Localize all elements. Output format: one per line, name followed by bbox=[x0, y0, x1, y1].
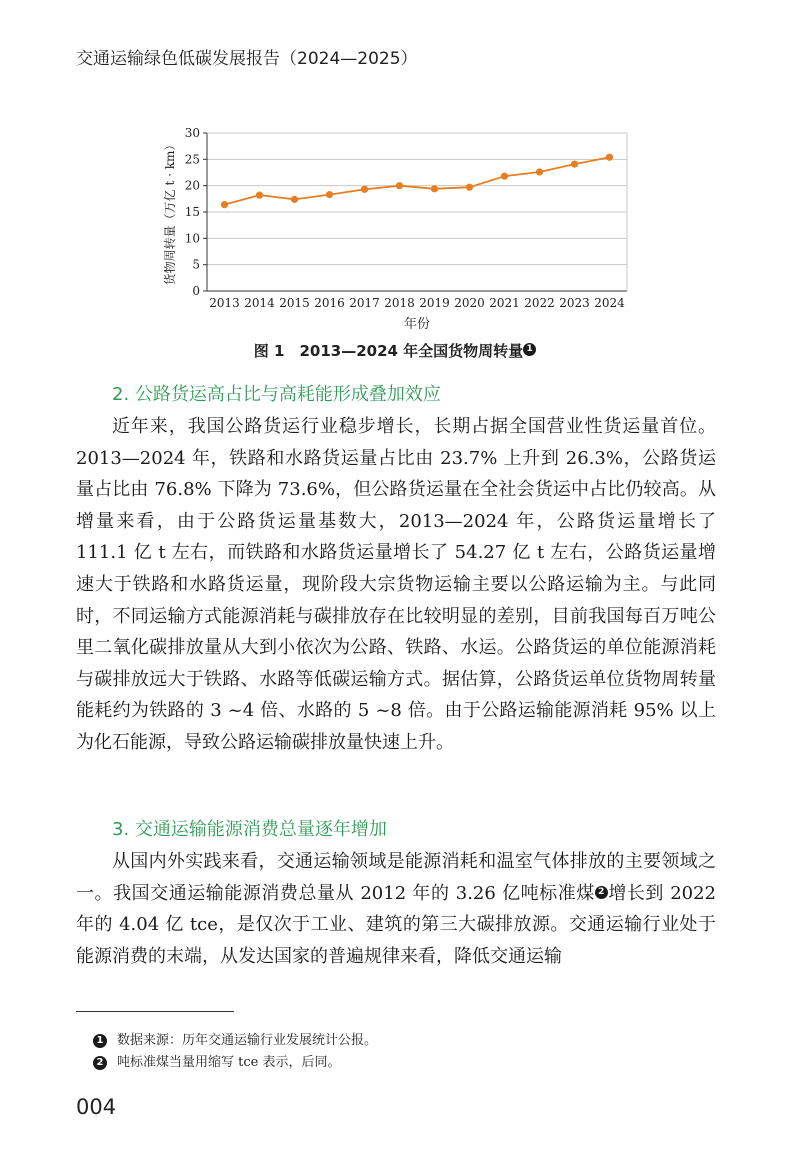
data-point bbox=[431, 185, 438, 192]
x-tick-label: 2015 bbox=[279, 296, 310, 310]
data-point bbox=[256, 192, 263, 199]
x-tick-label: 2018 bbox=[384, 296, 415, 310]
footnote-1-text: 数据来源：历年交通运输行业发展统计公报。 bbox=[117, 1033, 378, 1048]
x-tick-label: 2016 bbox=[314, 296, 345, 310]
x-tick-label: 2013 bbox=[209, 296, 240, 310]
y-tick-label: 10 bbox=[184, 231, 200, 246]
x-tick-label: 2019 bbox=[419, 296, 450, 310]
paragraph-section-3 bbox=[76, 846, 716, 972]
section-heading-2: 2. 公路货运高占比与高耗能形成叠加效应 bbox=[112, 384, 441, 405]
x-tick-label: 2023 bbox=[559, 296, 590, 310]
data-point bbox=[291, 196, 298, 203]
paragraph-section-2: 近年来，我国公路货运行业稳步增长，长期占据全国营业性货运量首位。2013—2024 年，铁路和水路货运量占比由 23.7% 上升到 26.3%，公路货运量占比由 76.8% 下降为 73.6%，但公路货运量在全社会货运中占比仍较高。从增量来看，由于公路货运量基数大，2013—2024 年，公路货运量增长了 111.1 亿 t 左右，而铁路和水路货运量增长了 54.27 亿 t 左右，公路货运量增速大于铁路和水路货运量，现阶段大宗货物运输主要以公路运输为主。与此同时，不同运输方式能源消耗与碳排放存在比较明显的差别，目前我国每百万吨公里二氧化碳排放量从大到小依次为公路、铁路、水运。公路货运的单位能源消耗与碳排放远大于铁路、水路等低碳运输方式。据估算，公路货运单位货物周转量能耗约为铁路的 3 ~4 倍、水路的 5 ~8 倍。由于公路运输能源消耗 95% 以上为化石能源，导致公路运输碳排放量快速上升。 bbox=[76, 416, 716, 753]
y-tick-label: 0 bbox=[192, 284, 200, 298]
data-point bbox=[536, 168, 543, 175]
data-point bbox=[326, 191, 333, 198]
footnote-1-mark: 1 bbox=[93, 1034, 107, 1048]
footnote-1 bbox=[93, 1029, 377, 1048]
data-point bbox=[361, 186, 368, 193]
footnote-ref-1[interactable]: 1 bbox=[523, 343, 536, 356]
y-tick-label: 30 bbox=[184, 126, 200, 140]
section-heading-3: 3. 交通运输能源消费总量逐年增加 bbox=[112, 819, 387, 840]
paragraph-section-3-part-b: 增长到 2022 年的 4.04 亿 tce，是仅次于工业、建筑的第三大碳排放源。交通运输行业处于能源消费的末端，从发达国家的普遍规律来看，降低交通运输 bbox=[76, 882, 717, 967]
series-line bbox=[225, 157, 610, 204]
x-axis-label: 年份 bbox=[403, 317, 431, 332]
freight-turnover-line-chart bbox=[155, 120, 635, 335]
y-tick-label: 5 bbox=[192, 257, 200, 272]
footnote-2-text: 吨标准煤当量用缩写 tce 表示，后同。 bbox=[117, 1055, 341, 1070]
x-tick-label: 2022 bbox=[524, 296, 555, 310]
x-tick-label: 2021 bbox=[489, 296, 520, 310]
figure-caption-text: 图 1 2013—2024 年全国货物周转量 bbox=[253, 342, 524, 360]
y-tick-label: 25 bbox=[184, 152, 200, 167]
data-point bbox=[606, 154, 613, 161]
x-tick-label: 2017 bbox=[349, 296, 380, 310]
footnote-2-mark: 2 bbox=[93, 1056, 107, 1070]
page-number: 004 bbox=[76, 1095, 117, 1119]
footnote-2 bbox=[93, 1051, 340, 1070]
y-tick-label: 15 bbox=[184, 205, 200, 219]
figure-caption bbox=[0, 340, 790, 361]
x-tick-label: 2024 bbox=[594, 296, 625, 310]
x-tick-label: 2020 bbox=[454, 296, 485, 310]
data-point bbox=[501, 173, 508, 180]
x-tick-label: 2014 bbox=[244, 296, 275, 310]
data-point bbox=[571, 160, 578, 167]
data-point bbox=[466, 184, 473, 191]
y-tick-label: 20 bbox=[184, 178, 200, 193]
y-axis-label: 货物周转量（万亿 t · km） bbox=[163, 138, 177, 286]
running-header: 交通运输绿色低碳发展报告（2024—2025） bbox=[76, 49, 418, 69]
data-point bbox=[396, 182, 403, 189]
data-point bbox=[221, 201, 228, 208]
footnote-divider bbox=[76, 1011, 234, 1012]
footnote-ref-2[interactable]: 2 bbox=[595, 886, 608, 899]
paragraph-section-3-part-a: 从国内外实践来看，交通运输领域是能源消耗和温室气体排放的主要领域之一。我国交通运输能源消费总量从 2012 年的 3.26 亿吨标准煤 bbox=[76, 851, 716, 904]
